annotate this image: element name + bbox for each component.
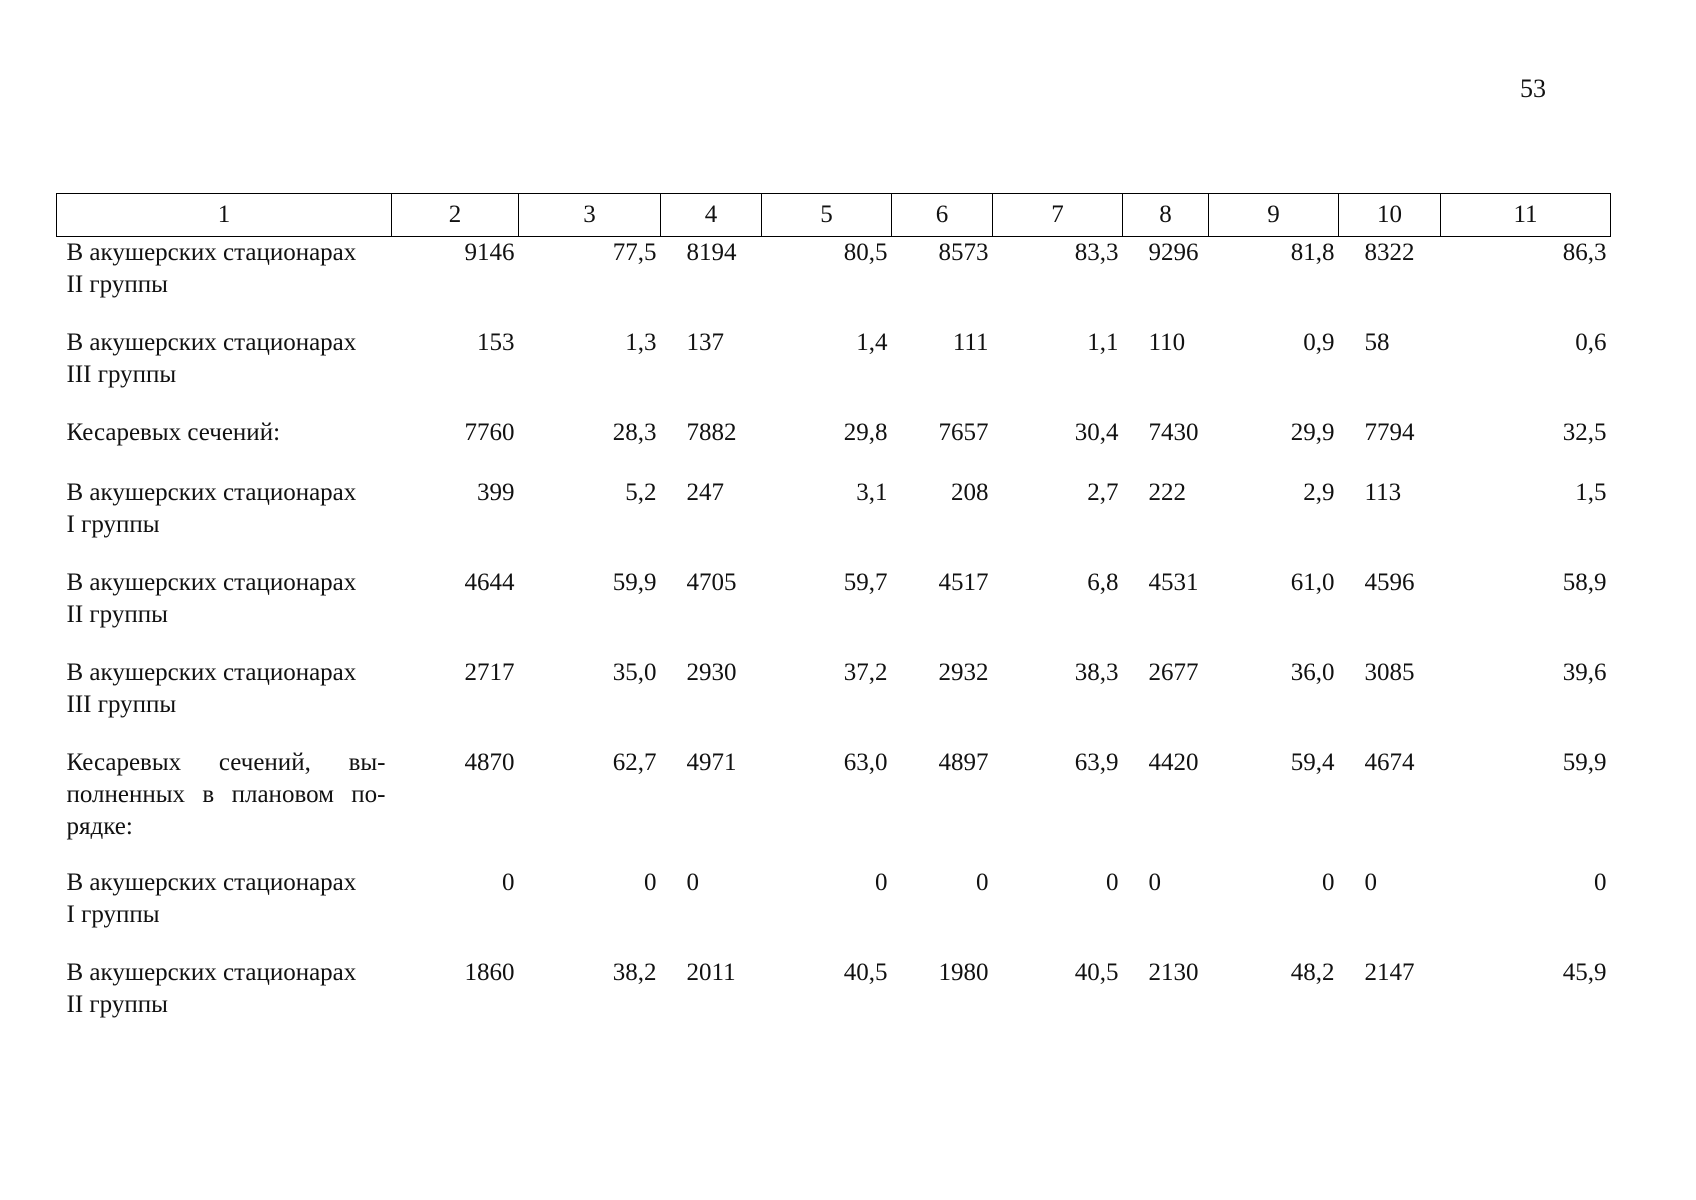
table-row: [57, 747, 1611, 867]
row-label: [57, 957, 392, 1047]
percent-cell: 3,1: [856, 478, 888, 506]
percent-cell: 2,9: [1303, 478, 1335, 506]
table-row: [57, 477, 1611, 567]
count-cell: 4971: [686, 748, 737, 776]
count-cell: 2932: [938, 658, 989, 686]
row-label-line: I группы: [66, 510, 160, 538]
count-cell: 222: [1148, 478, 1186, 506]
count-cell: 2130: [1148, 958, 1199, 986]
percent-cell: 62,7: [612, 748, 657, 776]
count-cell: 4870: [464, 748, 515, 776]
percent-cell: 1,3: [625, 328, 657, 356]
column-number-header: 4: [661, 194, 762, 237]
row-label-line: Кесаревых сечений, вы-: [66, 748, 386, 776]
percent-cell: 38,2: [612, 958, 657, 986]
percent-cell: 0,9: [1303, 328, 1335, 356]
table-row: [57, 327, 1611, 417]
count-cell: 8573: [938, 239, 989, 266]
count-cell: 153: [477, 328, 515, 356]
row-label-line: II группы: [66, 271, 168, 298]
row-label-line: В акушерских стационарах: [66, 239, 357, 266]
table-row: [57, 957, 1611, 1047]
row-label: [57, 417, 392, 477]
percent-cell: 86,3: [1562, 239, 1607, 266]
percent-cell: 2,7: [1087, 478, 1119, 506]
table-body: [57, 237, 1611, 1047]
percent-cell: 1,5: [1575, 478, 1607, 506]
count-cell: 9146: [464, 239, 515, 266]
percent-cell: 77,5: [612, 239, 657, 266]
count-cell: 137: [686, 328, 724, 356]
count-cell: 110: [1148, 328, 1186, 356]
percent-cell: 1,4: [856, 328, 888, 356]
percent-cell: 59,9: [1562, 748, 1607, 776]
column-number-header: 1: [57, 194, 392, 237]
count-cell: 2011: [686, 958, 736, 986]
count-cell: 7657: [938, 418, 989, 446]
count-cell: 4897: [938, 748, 989, 776]
count-cell: 7882: [686, 418, 737, 446]
column-number-header: 7: [993, 194, 1123, 237]
count-cell: 4596: [1364, 568, 1415, 596]
percent-cell: 37,2: [843, 658, 888, 686]
count-cell: 0: [1148, 868, 1161, 896]
percent-cell: 38,3: [1074, 658, 1119, 686]
row-label-line: В акушерских стационарах: [66, 658, 357, 686]
count-cell: 2677: [1148, 658, 1199, 686]
column-number-header: 3: [519, 194, 661, 237]
row-label-line: II группы: [66, 600, 168, 628]
count-cell: 4674: [1364, 748, 1415, 776]
count-cell: 8194: [686, 239, 737, 266]
count-cell: 0: [1364, 868, 1377, 896]
percent-cell: 0: [875, 868, 888, 896]
percent-cell: 63,9: [1074, 748, 1119, 776]
count-cell: 0: [686, 868, 699, 896]
count-cell: 4644: [464, 568, 515, 596]
row-label-line: полненных в плановом по-: [66, 780, 386, 808]
count-cell: 2930: [686, 658, 737, 686]
percent-cell: 61,0: [1290, 568, 1335, 596]
percent-cell: 29,9: [1290, 418, 1335, 446]
column-number-header-row: [57, 194, 1611, 237]
percent-cell: 81,8: [1290, 239, 1335, 266]
percent-cell: 0: [1322, 868, 1335, 896]
row-label-line: В акушерских стационарах: [66, 868, 357, 896]
count-cell: 4531: [1148, 568, 1199, 596]
column-number-header: 5: [762, 194, 892, 237]
row-label-line: I группы: [66, 900, 160, 928]
table-row: [57, 567, 1611, 657]
row-label: [57, 237, 392, 327]
row-label-line: В акушерских стационарах: [66, 478, 357, 506]
percent-cell: 29,8: [843, 418, 888, 446]
count-cell: 111: [952, 328, 989, 356]
table-row: [57, 417, 1611, 477]
statistics-table: [56, 193, 1611, 1047]
percent-cell: 30,4: [1074, 418, 1119, 446]
count-cell: 2717: [464, 658, 515, 686]
row-label: [57, 477, 392, 567]
row-label: [57, 867, 392, 957]
percent-cell: 45,9: [1562, 958, 1607, 986]
count-cell: 4420: [1148, 748, 1199, 776]
count-cell: 8322: [1364, 239, 1415, 266]
count-cell: 1980: [938, 958, 989, 986]
row-label: [57, 327, 392, 417]
percent-cell: 59,4: [1290, 748, 1335, 776]
count-cell: 0: [976, 868, 989, 896]
count-cell: 0: [502, 868, 515, 896]
count-cell: 4517: [938, 568, 989, 596]
row-label-line: В акушерских стационарах: [66, 958, 357, 986]
row-label-line: III группы: [66, 360, 177, 388]
count-cell: 1860: [464, 958, 515, 986]
count-cell: 208: [951, 478, 989, 506]
percent-cell: 1,1: [1087, 328, 1119, 356]
percent-cell: 28,3: [612, 418, 657, 446]
column-number-header: 9: [1209, 194, 1339, 237]
percent-cell: 39,6: [1562, 658, 1607, 686]
column-number-header: 8: [1123, 194, 1209, 237]
table-row: [57, 657, 1611, 747]
percent-cell: 40,5: [843, 958, 888, 986]
count-cell: 399: [477, 478, 515, 506]
row-label: [57, 567, 392, 657]
table-row: [57, 237, 1611, 327]
percent-cell: 0: [1106, 868, 1119, 896]
percent-cell: 48,2: [1290, 958, 1335, 986]
row-label-line: II группы: [66, 990, 168, 1018]
percent-cell: 36,0: [1290, 658, 1335, 686]
percent-cell: 6,8: [1087, 568, 1119, 596]
column-number-header: 2: [392, 194, 519, 237]
percent-cell: 32,5: [1562, 418, 1607, 446]
count-cell: 58: [1364, 328, 1390, 356]
percent-cell: 5,2: [625, 478, 657, 506]
count-cell: 7760: [464, 418, 515, 446]
row-label-line: В акушерских стационарах: [66, 328, 357, 356]
page-number: 53: [1520, 74, 1546, 103]
column-number-header: 6: [892, 194, 993, 237]
count-cell: 2147: [1364, 958, 1415, 986]
row-label-line: рядке:: [66, 812, 133, 840]
percent-cell: 80,5: [843, 239, 888, 266]
percent-cell: 0,6: [1575, 328, 1607, 356]
count-cell: 4705: [686, 568, 737, 596]
count-cell: 7794: [1364, 418, 1415, 446]
percent-cell: 35,0: [612, 658, 657, 686]
column-number-header: 11: [1441, 194, 1611, 237]
percent-cell: 40,5: [1074, 958, 1119, 986]
percent-cell: 59,9: [612, 568, 657, 596]
percent-cell: 83,3: [1074, 239, 1119, 266]
table-row: [57, 867, 1611, 957]
column-number-header: 10: [1339, 194, 1441, 237]
row-label-line: III группы: [66, 690, 177, 718]
percent-cell: 63,0: [843, 748, 888, 776]
count-cell: 7430: [1148, 418, 1199, 446]
row-label: [57, 747, 392, 867]
percent-cell: 0: [1594, 868, 1607, 896]
row-label-line: В акушерских стационарах: [66, 568, 357, 596]
percent-cell: 58,9: [1562, 568, 1607, 596]
row-label: [57, 657, 392, 747]
count-cell: 9296: [1148, 239, 1199, 266]
count-cell: 3085: [1364, 658, 1415, 686]
count-cell: 113: [1364, 478, 1402, 506]
percent-cell: 0: [644, 868, 657, 896]
count-cell: 247: [686, 478, 724, 506]
percent-cell: 59,7: [843, 568, 888, 596]
row-label-line: Кесаревых сечений:: [66, 418, 281, 446]
